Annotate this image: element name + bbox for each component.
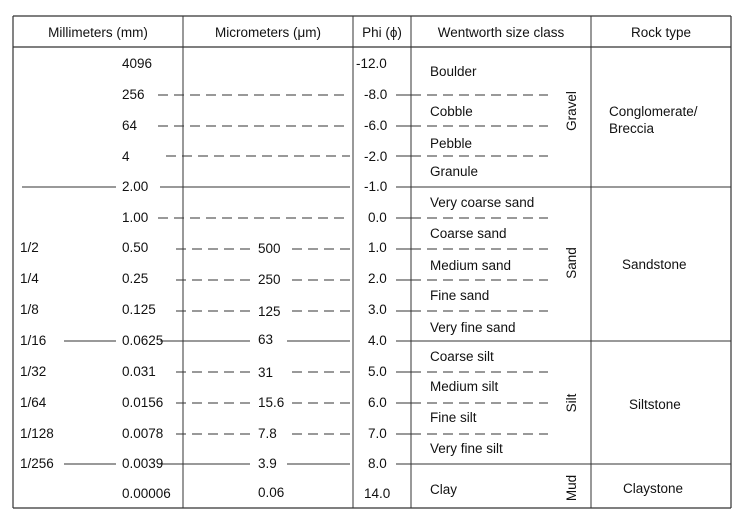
um-cell: 7.8 [258, 426, 277, 441]
mm-cell: 1.00 [122, 210, 149, 225]
group-silt: Silt [564, 393, 579, 413]
mm-cell: 0.0625 [122, 333, 164, 348]
phi-cell: 3.0 [368, 302, 387, 317]
phi-cell: 5.0 [368, 364, 387, 379]
fraction-cell: 1/32 [20, 364, 47, 379]
class-very-fine-sand: Very fine sand [430, 320, 516, 335]
phi-cell: 4.0 [368, 333, 387, 348]
mm-cell: 4096 [122, 56, 153, 71]
fraction-cell: 1/256 [20, 456, 54, 471]
phi-cell: 6.0 [368, 395, 387, 410]
fraction-cell: 1/8 [20, 302, 39, 317]
um-cell: 3.9 [258, 456, 277, 471]
phi-cell: 14.0 [364, 486, 391, 501]
group-sand: Sand [564, 247, 579, 279]
class-medium-sand: Medium sand [430, 258, 512, 273]
mm-cell: 0.0156 [122, 395, 164, 410]
mm-cell: 0.031 [122, 364, 156, 379]
phi-cell: 7.0 [368, 426, 387, 441]
rock-sandstone: Sandstone [622, 257, 687, 272]
header-rock-type: Rock type [630, 25, 692, 40]
mm-cell: 0.25 [122, 271, 149, 286]
rock-siltstone: Siltstone [629, 397, 681, 412]
phi-cell: 1.0 [368, 240, 387, 255]
class-coarse-sand: Coarse sand [430, 226, 507, 241]
rock-claystone: Claystone [623, 481, 684, 496]
rock-conglomerate-breccia [609, 103, 698, 137]
fraction-cell: 1/64 [20, 395, 47, 410]
um-cell: 125 [258, 304, 281, 319]
mm-cell: 0.125 [122, 302, 156, 317]
class-fine-silt: Fine silt [430, 410, 477, 425]
phi-cell: -2.0 [364, 149, 388, 164]
mm-cell: 0.0078 [122, 426, 164, 441]
phi-cell: 0.0 [368, 210, 387, 225]
phi-cell: -8.0 [364, 87, 388, 102]
fraction-cell: 1/128 [20, 426, 54, 441]
header-micrometers: Micrometers (μm) [214, 25, 322, 40]
phi-cell: 2.0 [368, 271, 387, 286]
fraction-cell: 1/4 [20, 271, 39, 286]
mm-cell: 2.00 [122, 179, 149, 194]
class-very-coarse-sand: Very coarse sand [430, 195, 535, 210]
um-cell: 500 [258, 241, 281, 256]
header-wentworth: Wentworth size class [437, 25, 565, 40]
header-phi: Phi (ϕ) [362, 25, 402, 40]
class-clay: Clay [430, 482, 458, 497]
class-coarse-silt: Coarse silt [430, 349, 494, 364]
um-cell: 15.6 [258, 395, 285, 410]
phi-cell: -12.0 [356, 56, 387, 71]
group-mud: Mud [564, 474, 579, 502]
mm-cell: 64 [122, 118, 138, 133]
mm-cell: 0.00006 [122, 486, 171, 501]
mm-cell: 4 [122, 149, 130, 164]
um-cell: 31 [258, 365, 274, 380]
mm-cell: 256 [122, 87, 145, 102]
class-pebble: Pebble [430, 136, 473, 151]
phi-cell: -1.0 [364, 179, 388, 194]
class-granule: Granule [430, 164, 479, 179]
class-fine-sand: Fine sand [430, 288, 490, 303]
mm-cell: 0.0039 [122, 456, 164, 471]
class-boulder: Boulder [430, 64, 477, 79]
um-cell: 0.06 [258, 485, 285, 500]
rock-conglomerate-line: Conglomerate/ [609, 104, 698, 119]
class-medium-silt: Medium silt [430, 379, 499, 394]
um-cell: 63 [258, 332, 274, 347]
fraction-cell: 1/16 [20, 333, 47, 348]
um-cell: 250 [258, 272, 281, 287]
phi-cell: 8.0 [368, 456, 387, 471]
group-gravel: Gravel [564, 91, 579, 131]
phi-cell: -6.0 [364, 118, 388, 133]
class-cobble: Cobble [430, 104, 473, 119]
rock-breccia-line: Breccia [609, 121, 655, 136]
fraction-cell: 1/2 [20, 240, 39, 255]
class-very-fine-silt: Very fine silt [430, 441, 503, 456]
header-millimeters: Millimeters (mm) [48, 25, 148, 40]
mm-cell: 0.50 [122, 240, 149, 255]
